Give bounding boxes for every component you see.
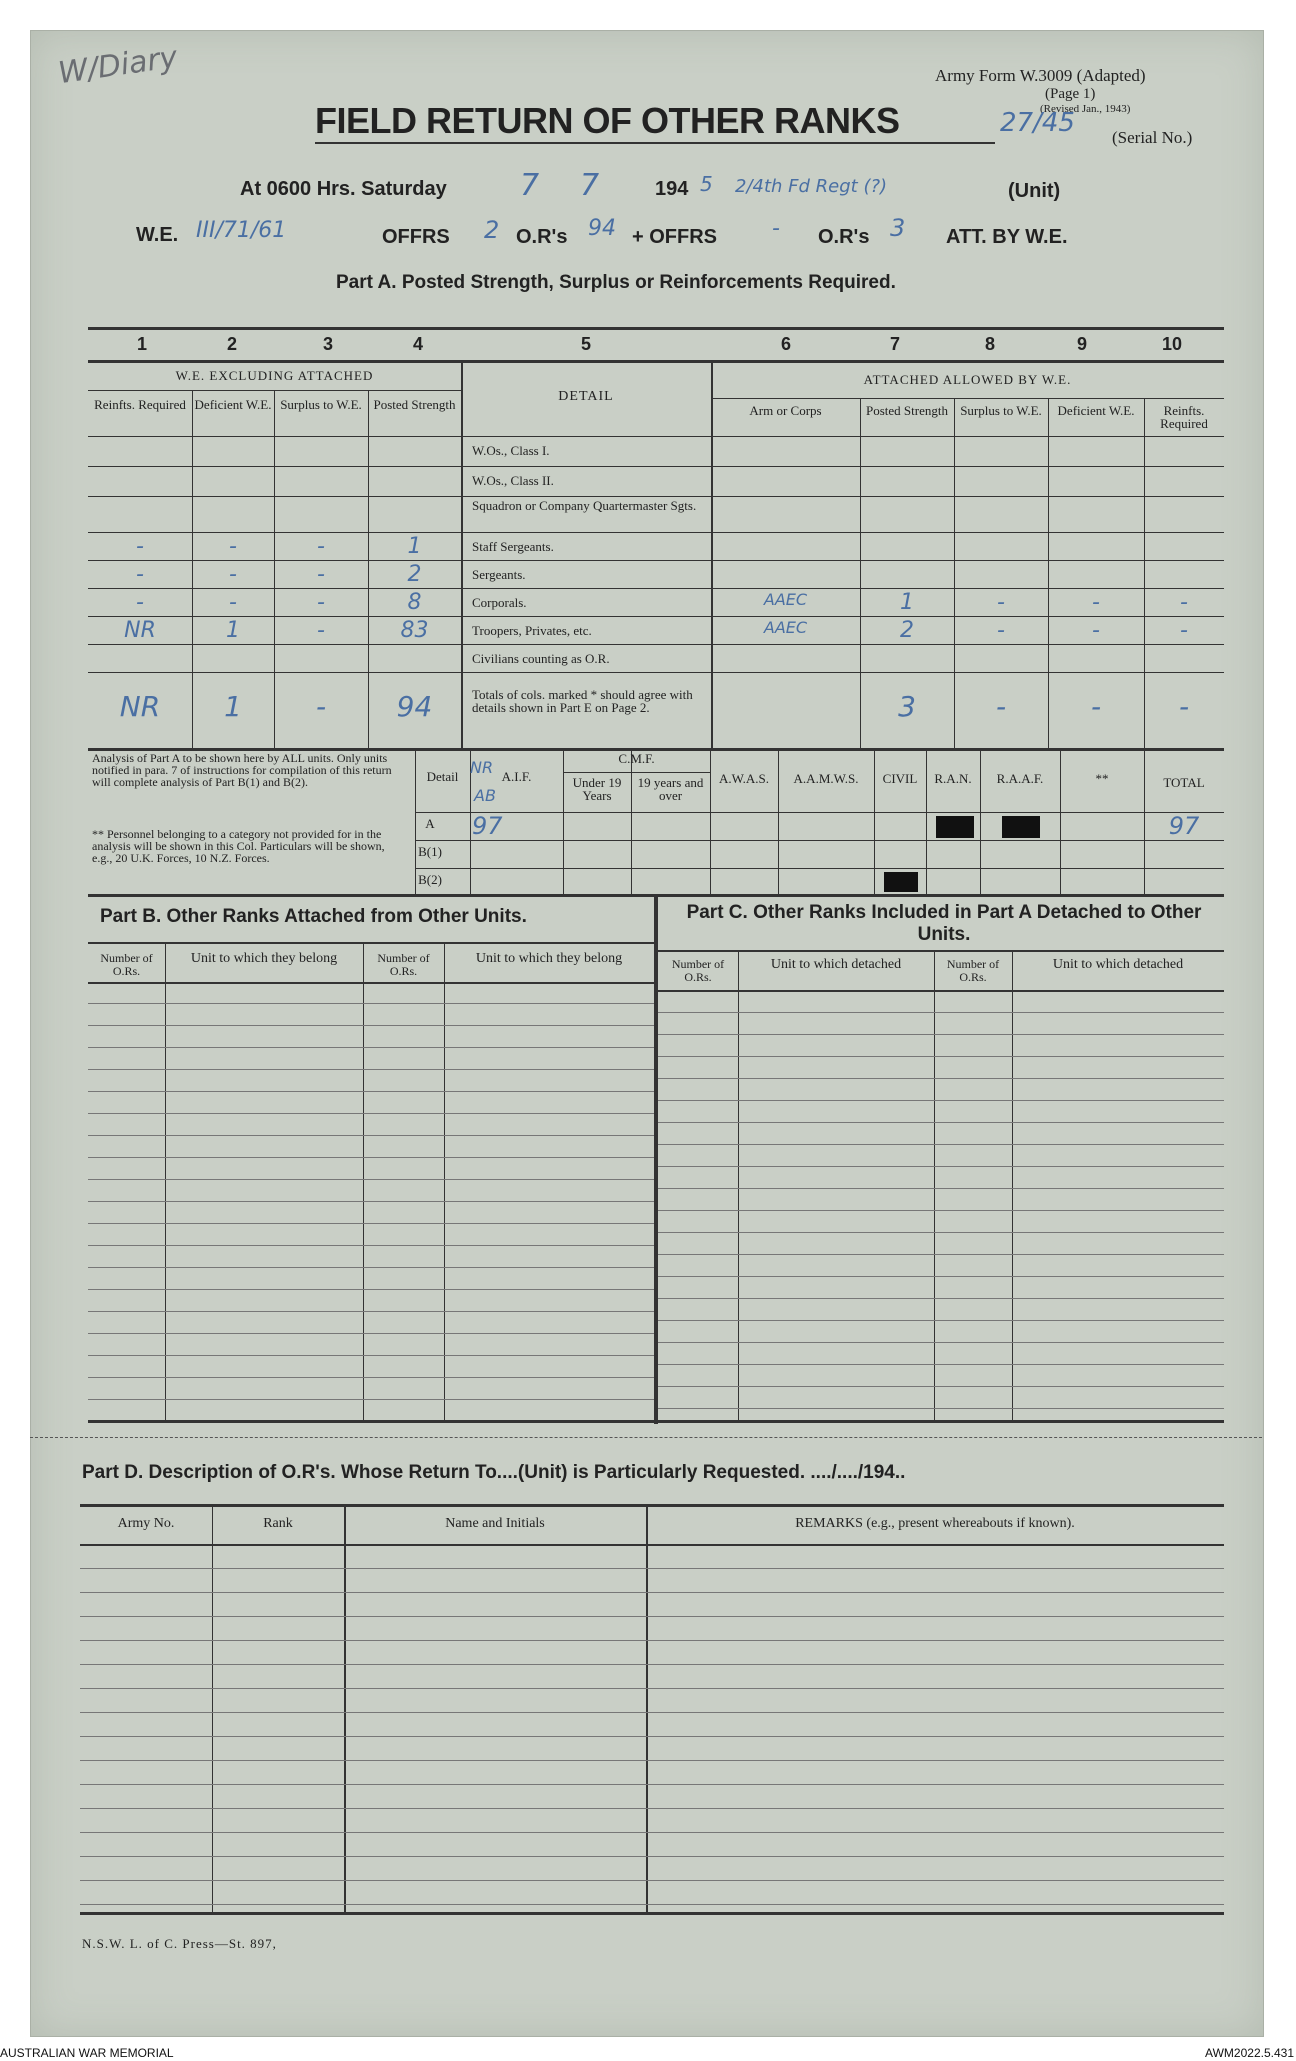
- part-a-detail-label: Sergeants.: [472, 567, 526, 582]
- analysis-row-rule-b2: [415, 868, 1224, 869]
- part-d-col-rule: [212, 1504, 213, 1912]
- part-a-total-value: -: [315, 690, 327, 723]
- part-b-line: [88, 1267, 654, 1268]
- we-label: W.E.: [136, 224, 179, 246]
- part-c-col-head: Number of O.Rs.: [671, 957, 725, 984]
- part-c-line: [658, 1254, 1224, 1255]
- analysis-aamws-head: A.A.M.W.S.: [793, 771, 859, 786]
- part-a-cell-value: AAEC: [763, 590, 808, 609]
- analysis-other-head: **: [1095, 771, 1109, 786]
- part-d-col-rule: [344, 1504, 346, 1912]
- analysis-row-label: B(1): [418, 844, 442, 859]
- right-group-rule: [711, 398, 1224, 399]
- part-a-cell-value: -: [136, 590, 144, 615]
- part-d-line: [80, 1808, 1224, 1809]
- part-d-title: Part D. Description of O.R's. Whose Return To....(Unit) is Particularly Requested. ..../..../194..: [82, 1462, 906, 1483]
- part-a-cell-value: -: [317, 618, 325, 643]
- part-c-head-top: [658, 950, 1224, 952]
- part-a-cell-value: 2: [900, 618, 914, 643]
- analysis-total-head: TOTAL: [1163, 775, 1205, 790]
- analysis-aif-head: A.I.F.: [501, 769, 532, 784]
- part-a-title: Part A. Posted Strength, Surplus or Reinforcements Required.: [336, 272, 896, 293]
- analysis-column-rule: [980, 748, 981, 894]
- part-d-line: [80, 1856, 1224, 1857]
- analysis-column-rule: [778, 748, 779, 894]
- unit-value: 2/4th Fd Regt (?): [735, 176, 888, 197]
- part-a-detail-label: Troopers, Privates, etc.: [472, 623, 592, 638]
- part-c-line: [658, 1144, 1224, 1145]
- part-c-line: [658, 1056, 1224, 1057]
- part-a-detail-label: Corporals.: [472, 595, 527, 610]
- part-c-col-head: Unit to which detached: [1052, 957, 1184, 972]
- part-d-line: [80, 1712, 1224, 1713]
- part-d-bottom-rule: [80, 1912, 1224, 1915]
- cmf-rule: [563, 772, 710, 773]
- row-rule: [88, 466, 1224, 467]
- part-b-line: [88, 1223, 654, 1224]
- part-b-line: [88, 1179, 654, 1180]
- part-d-head-bottom: [80, 1544, 1224, 1546]
- part-c-col-rule: [738, 950, 739, 1420]
- part-a-cell-value: -: [136, 534, 144, 559]
- year-suffix-value: 5: [700, 172, 713, 196]
- row-rule: [88, 560, 1224, 561]
- part-a-detail-label: W.Os., Class II.: [472, 473, 554, 488]
- part-b-line: [88, 1355, 654, 1356]
- part-c-line: [658, 1034, 1224, 1035]
- part-d-line: [80, 1568, 1224, 1569]
- part-c-line: [658, 1320, 1224, 1321]
- part-b-col-head: Unit to which they belong: [190, 951, 338, 966]
- analysis-column-rule: [563, 748, 564, 894]
- column-number: 7: [889, 334, 900, 354]
- divider-right: [711, 360, 713, 748]
- part-a-cell-value: AAEC: [763, 618, 808, 637]
- column-head: Deficient W.E.: [194, 397, 272, 412]
- column-head: Surplus to W.E.: [960, 403, 1042, 418]
- part-a-detail-label: Civilians counting as O.R.: [472, 651, 610, 666]
- row-rule: [88, 644, 1224, 645]
- part-a-cell-value: -: [317, 562, 325, 587]
- analysis-row-label: B(2): [418, 872, 442, 887]
- form-number: Army Form W.3009 (Adapted): [935, 66, 1146, 85]
- analysis-other-note: ** Personnel belonging to a category not provided for in the analysis will be shown in this Col. Particulars will be shown, e.g., 20 U.K. Forces, 10 N.Z. Forces.: [92, 827, 385, 865]
- part-a-cell-value: -: [997, 618, 1005, 643]
- column-number: 3: [322, 334, 333, 354]
- part-a-cell-value: -: [1092, 590, 1100, 615]
- column-number: 1: [136, 334, 147, 354]
- we-excluding-group-head: W.E. EXCLUDING ATTACHED: [175, 368, 374, 383]
- part-b-col-rule: [444, 944, 445, 1420]
- part-c-title: Part C. Other Ranks Included in Part A Detached to Other Units.: [686, 902, 1202, 945]
- part-c-line: [658, 1122, 1224, 1123]
- column-number: 6: [780, 334, 791, 354]
- analysis-awas-head: A.W.A.S.: [718, 771, 770, 786]
- page-indicator: (Page 1): [1045, 86, 1096, 102]
- column-number: 10: [1161, 334, 1183, 354]
- part-a-total-value: -: [995, 690, 1007, 723]
- analysis-a-value: 97: [472, 812, 503, 840]
- analysis-raaf-head: R.A.A.F.: [996, 771, 1044, 786]
- unit-label: (Unit): [1008, 180, 1061, 202]
- year-prefix: 194: [655, 178, 689, 200]
- part-b-line: [88, 1377, 654, 1378]
- part-a-detail-label: Squadron or Company Quartermaster Sgts.: [472, 498, 697, 513]
- analysis-column-rule: [631, 748, 632, 894]
- part-a-cell-value: -: [1180, 590, 1188, 615]
- plus-ors-value: 3: [890, 214, 906, 242]
- plus-ors-label: O.R's: [818, 226, 870, 248]
- column-number: 8: [984, 334, 995, 354]
- part-b-line: [88, 1047, 654, 1048]
- part-a-cell-value: NR: [124, 618, 156, 643]
- part-c-line: [658, 1342, 1224, 1343]
- column-head: Posted Strength: [866, 403, 948, 418]
- part-a-cell-value: -: [1180, 618, 1188, 643]
- row-rule: [88, 616, 1224, 617]
- part-b-line: [88, 1245, 654, 1246]
- analysis-ran-head: R.A.N.: [934, 771, 972, 786]
- part-c-col-head: Number of O.Rs.: [946, 957, 1000, 984]
- part-a-cell-value: 83: [400, 618, 429, 643]
- part-c-line: [658, 1364, 1224, 1365]
- column-number: 5: [580, 334, 591, 354]
- part-d-line: [80, 1664, 1224, 1665]
- part-c-line: [658, 1100, 1224, 1101]
- analysis-over19-head: 19 years and over: [637, 775, 704, 803]
- column-number: 9: [1076, 334, 1087, 354]
- part-a-total-value: 1: [224, 690, 242, 723]
- column-head: Surplus to W.E.: [280, 397, 362, 412]
- part-d-line: [80, 1688, 1224, 1689]
- offrs-label: OFFRS: [382, 226, 450, 248]
- part-c-line: [658, 1276, 1224, 1277]
- part-c-line: [658, 1386, 1224, 1387]
- month-value: 7: [580, 168, 600, 203]
- offrs-value: 2: [484, 216, 500, 244]
- part-a-cell-value: -: [136, 562, 144, 587]
- analysis-under19-head: Under 19 Years: [572, 775, 622, 803]
- row-rule: [88, 496, 1224, 497]
- row-rule: [88, 532, 1224, 533]
- analysis-detail-head: Detail: [426, 769, 459, 784]
- plus-offrs-value: -: [772, 216, 780, 241]
- analysis-civil-head: CIVIL: [882, 771, 918, 786]
- part-b-title: Part B. Other Ranks Attached from Other Units.: [100, 906, 527, 927]
- archive-credit: AUSTRALIAN WAR MEMORIAL: [0, 2046, 174, 2060]
- part-c-col-rule: [1012, 950, 1013, 1420]
- part-c-line: [658, 1210, 1224, 1211]
- part-a-cell-value: 1: [407, 534, 422, 559]
- column-number: 4: [412, 334, 423, 354]
- column-head: DETAIL: [558, 389, 614, 404]
- part-d-line: [80, 1640, 1224, 1641]
- column-head: Posted Strength: [373, 397, 456, 412]
- part-c-col-head: Unit to which detached: [770, 957, 902, 972]
- serial-number-value: 27/45: [1000, 108, 1075, 138]
- column-head: Reinfts. Required: [1160, 403, 1208, 431]
- divider-left: [461, 360, 463, 748]
- part-b-col-rule: [363, 944, 364, 1420]
- part-b-line: [88, 1201, 654, 1202]
- serial-number-label: (Serial No.): [1112, 128, 1193, 147]
- revision-note: (Revised Jan., 1943): [1040, 103, 1131, 115]
- part-a-colnum-rule: [88, 360, 1224, 363]
- redaction-civil: [884, 872, 918, 892]
- part-a-total-value: NR: [119, 690, 161, 723]
- part-bc-bottom-rule: [88, 1420, 1224, 1423]
- part-c-line: [658, 1188, 1224, 1189]
- part-d-line: [80, 1784, 1224, 1785]
- part-b-col-rule: [165, 944, 166, 1420]
- handwritten-corner-note: W/Diary: [56, 39, 180, 92]
- title-underline: [315, 142, 995, 144]
- part-a-cell-value: -: [229, 562, 237, 587]
- part-a-cell-value: -: [317, 590, 325, 615]
- ors-label: O.R's: [516, 226, 568, 248]
- analysis-hand-aif: AB: [474, 786, 496, 805]
- attached-allowed-group-head: ATTACHED ALLOWED BY W.E.: [863, 372, 1072, 387]
- part-a-cell-value: 2: [407, 562, 422, 587]
- part-a-cell-value: 1: [900, 590, 914, 615]
- part-b-line: [88, 1025, 654, 1026]
- analysis-note: Analysis of Part A to be shown here by ALL units. Only units notified in para. 7 of instructions for compilation of this return will complete analysis of Part B(1) and B(2).: [92, 751, 392, 789]
- analysis-column-rule: [710, 748, 711, 894]
- part-d-col-rule: [646, 1504, 648, 1912]
- analysis-cmf-head: C.M.F.: [618, 751, 655, 766]
- part-d-col-head: REMARKS (e.g., present whereabouts if known).: [795, 1516, 1075, 1531]
- part-b-col-head: Number of O.Rs.: [100, 951, 153, 978]
- column-head: Arm or Corps: [749, 403, 822, 418]
- part-d-line: [80, 1880, 1224, 1881]
- day-value: 7: [520, 168, 540, 203]
- part-d-line: [80, 1736, 1224, 1737]
- printer-imprint: N.S.W. L. of C. Press—St. 897,: [82, 1936, 277, 1951]
- analysis-row-rule-a: [415, 812, 1224, 813]
- part-c-line: [658, 1078, 1224, 1079]
- part-d-line: [80, 1592, 1224, 1593]
- part-a-total-value: 94: [396, 690, 433, 723]
- plus-offrs-label: + OFFRS: [632, 226, 718, 248]
- part-a-detail-label: Staff Sergeants.: [472, 539, 554, 554]
- part-b-line: [88, 1003, 654, 1004]
- part-d-top-rule: [80, 1504, 1224, 1507]
- part-d-line: [80, 1616, 1224, 1617]
- redaction-ran: [936, 816, 974, 838]
- part-a-detail-label: W.Os., Class I.: [472, 443, 550, 458]
- part-c-line: [658, 1298, 1224, 1299]
- part-b-line: [88, 1069, 654, 1070]
- part-b-col-head: Number of O.Rs.: [377, 951, 430, 978]
- row-rule: [88, 672, 1224, 673]
- part-a-total-value: -: [1090, 690, 1102, 723]
- part-a-cell-value: -: [317, 534, 325, 559]
- form-title: FIELD RETURN OF OTHER RANKS: [315, 100, 900, 141]
- part-b-line: [88, 1289, 654, 1290]
- part-a-cell-value: -: [997, 590, 1005, 615]
- part-b-head-top: [88, 942, 654, 944]
- analysis-hand-note: NR: [470, 758, 494, 777]
- part-a-cell-value: -: [229, 590, 237, 615]
- part-d-line: [80, 1904, 1224, 1905]
- part-b-line: [88, 1333, 654, 1334]
- part-d-line: [80, 1760, 1224, 1761]
- part-a-head-rule: [88, 436, 1224, 437]
- att-by-we-label: ATT. BY W.E.: [946, 226, 1068, 248]
- part-b-col-head: Unit to which they belong: [475, 951, 623, 966]
- part-c-head-bottom: [658, 990, 1224, 992]
- part-d-col-head: Name and Initials: [445, 1516, 545, 1531]
- part-b-line: [88, 1157, 654, 1158]
- part-a-total-value: -: [1178, 690, 1190, 723]
- part-a-cell-value: 8: [407, 590, 422, 615]
- part-a-total-value: 3: [898, 690, 916, 723]
- part-a-top-rule: [88, 327, 1224, 330]
- column-number: 2: [226, 334, 237, 354]
- part-a-cell-value: -: [1092, 618, 1100, 643]
- at-time-label: At 0600 Hrs. Saturday: [240, 178, 447, 200]
- column-head: Deficient W.E.: [1057, 403, 1135, 418]
- analysis-column-rule: [1060, 748, 1061, 894]
- part-b-line: [88, 1311, 654, 1312]
- analysis-row-rule-b1: [415, 840, 1224, 841]
- analysis-row-label: A: [425, 816, 435, 831]
- part-a-cell-value: -: [229, 534, 237, 559]
- part-c-line: [658, 1408, 1224, 1409]
- redaction-raaf: [1002, 816, 1040, 838]
- part-c-line: [658, 1166, 1224, 1167]
- part-b-line: [88, 1091, 654, 1092]
- analysis-column-rule: [874, 748, 875, 894]
- part-d-col-head: Rank: [263, 1516, 293, 1531]
- part-d-line: [80, 1832, 1224, 1833]
- part-a-cell-value: 1: [226, 618, 240, 643]
- part-c-line: [658, 1012, 1224, 1013]
- totals-detail-note: Totals of cols. marked * should agree with details shown in Part E on Page 2.: [472, 687, 693, 715]
- part-b-line: [88, 1113, 654, 1114]
- analysis-column-rule: [926, 748, 927, 894]
- part-d-col-head: Army No.: [117, 1516, 175, 1531]
- part-c-line: [658, 1232, 1224, 1233]
- we-value: III/71/61: [196, 218, 287, 243]
- part-b-head-bottom: [88, 982, 654, 984]
- part-b-line: [88, 1399, 654, 1400]
- part-c-col-rule: [934, 950, 935, 1420]
- ors-value: 94: [588, 216, 616, 241]
- part-b-line: [88, 1135, 654, 1136]
- archive-reference: AWM2022.5.431: [1205, 2046, 1294, 2060]
- analysis-a-total: 97: [1168, 812, 1200, 840]
- perforation-line: [30, 1437, 1262, 1438]
- column-head: Reinfts. Required: [94, 397, 186, 412]
- row-rule: [88, 588, 1224, 589]
